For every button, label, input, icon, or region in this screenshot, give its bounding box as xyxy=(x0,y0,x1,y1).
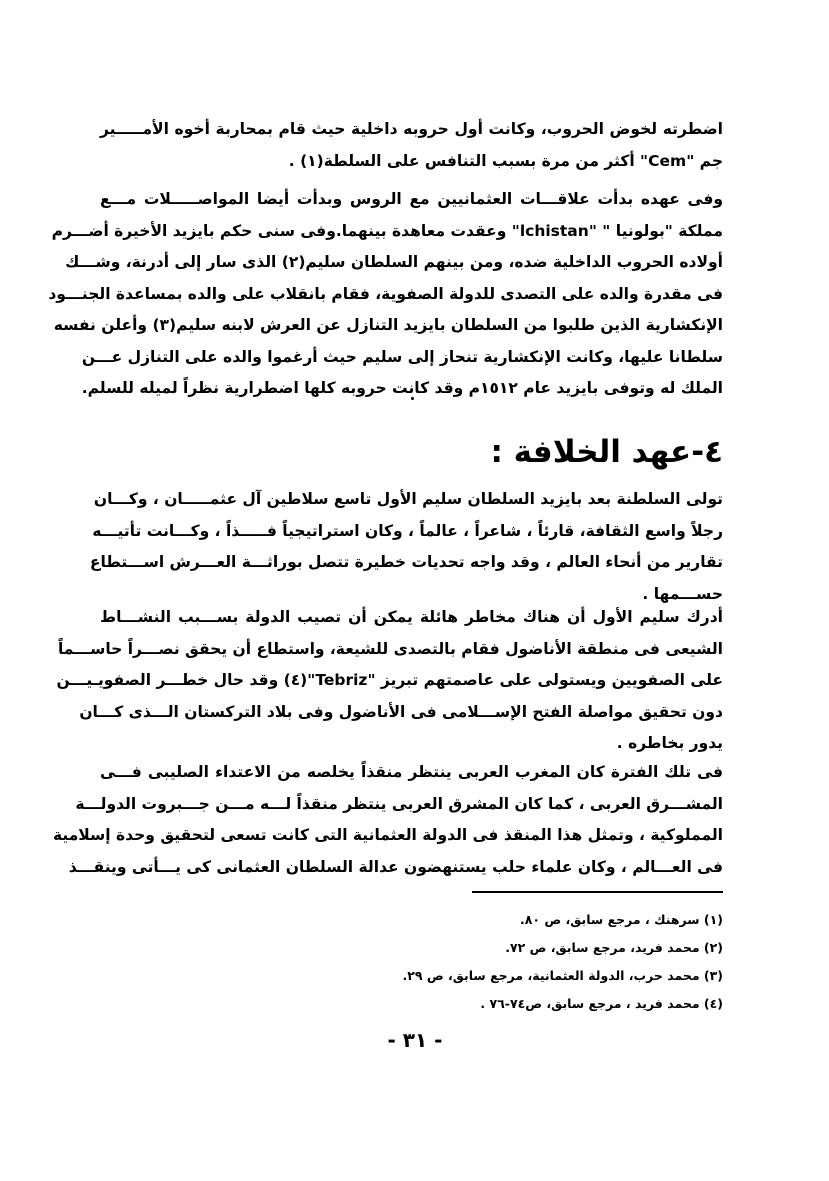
stray-dot xyxy=(411,397,414,400)
text-line: أدرك سليم الأول أن هناك مخاطر هائلة يمكن أن تصيب الدولة بســـبب النشـــاط xyxy=(100,608,723,626)
text-line: فى مقدرة والده على التصدى للدولة الصفوية، فقام بانقلاب على والده بمساعدة الجنـــود xyxy=(48,284,723,303)
footnote-1: (١) سرهنك ، مرجع سابق، ص ٨٠. xyxy=(520,912,723,927)
text-line: حســـمها . xyxy=(642,584,723,603)
text-line: فى تلك الفترة كان المغرب العربى ينتظر منقذاً يخلصه من الاعتداء الصليبى فـــى xyxy=(100,763,723,781)
text-line: رجلاً واسع الثقافة، قارئاً ، شاعراً ، عالماً ، وكان استراتيجياً فـــــذاً ، وكـــانت تأتيـــه xyxy=(92,521,723,540)
footnote-separator xyxy=(472,891,723,893)
text-line: دون تحقيق مواصلة الفتح الإســـلامى فى الأناضول وفى بلاد التركستان الـــذى كـــان xyxy=(79,702,723,721)
text-line: الإنكشارية الذين طلبوا من السلطان بايزيد التنازل عن العرش لابنه سليم(٣) وأعلن نفسه xyxy=(53,316,723,334)
text-line: فى العـــالم ، وكان علماء حلب يستنهضون عدالة السلطان العثمانى كى يـــأتى وينقـــذ xyxy=(68,857,723,876)
text-line: جم "Cem" أكثر من مرة بسبب التنافس على السلطة(١) . xyxy=(288,151,723,170)
section-heading: ٤-عهد الخلافة : xyxy=(490,434,723,470)
text-line: المملوكية ، وتمثل هذا المنقذ فى الدولة العثمانية التى كانت تسعى لتحقيق وحدة إسلامية xyxy=(52,826,723,844)
paragraph-2 xyxy=(48,184,723,405)
paragraph-4 xyxy=(56,602,723,760)
text-line: على الصفويين ويستولى على عاصمتهم تبريز "Tebriz"(٤) وقد حال خطـــر الصفويـيـــن xyxy=(56,671,723,689)
text-line: يدور بخاطره . xyxy=(616,734,723,752)
text-line: وفى عهده بدأت علاقـــات العثمانيين مع الروس وبدأت أيضا المواصـــــلات مـــع xyxy=(100,190,723,208)
text-line: تولى السلطنة بعد بايزيد السلطان سليم الأول تاسع سلاطين آل عثمـــــان ، وكـــان xyxy=(93,490,723,508)
footnote-4: (٤) محمد فريد ، مرجع سابق، ص٧٤-٧٦ . xyxy=(480,996,723,1011)
text-line: الملك له وتوفى بايزيد عام ١٥١٢م وقد كانت حروبه كلها اضطرارية نظراً لميله للسلم. xyxy=(81,379,723,397)
text-line: سلطانا عليها، وكانت الإنكشارية تنحاز إلى سليم حيث أرغموا والده على التنازل عـــن xyxy=(81,347,723,366)
paragraph-5 xyxy=(52,757,723,883)
paragraph-1 xyxy=(100,114,723,177)
text-line: أولاده الحروب الداخلية ضده، ومن بينهم السلطان سليم(٢) الذى سار إلى أدرنة، وشـــك xyxy=(65,253,723,271)
footnote-2: (٢) محمد فريد، مرجع سابق، ص ٧٢. xyxy=(505,940,723,955)
footnote-3: (٣) محمد حرب، الدولة العثمانية، مرجع سابق، ص ٢٩. xyxy=(402,968,723,983)
text-line: المشـــرق العربى ، كما كان المشرق العربى ينتظر منقذاً لـــه مـــن جـــبروت الدولـــة xyxy=(75,794,723,813)
text-line: الشيعى فى منطقة الأناضول فقام بالتصدى للشيعة، واستطاع أن يحقق نصـــراً حاســـماً xyxy=(57,639,723,658)
page-number: - ٣١ - xyxy=(387,1028,443,1052)
text-line: اضطرته لخوض الحروب، وكانت أول حروبه داخلية حيث قام بمحاربة أخوه الأمـــــير xyxy=(100,120,723,138)
text-line: مملكة "بولونيا " "lchistan" وعقدت معاهدة بينهما.وفى سنى حكم بايزيد الأخيرة أضـــرم xyxy=(51,221,723,240)
text-line: تقارير من أنحاء العالم ، وقد واجه تحديات خطيرة تتصل بوراثـــة العـــرش اســـتطاع xyxy=(89,553,723,571)
paragraph-3 xyxy=(89,484,723,610)
